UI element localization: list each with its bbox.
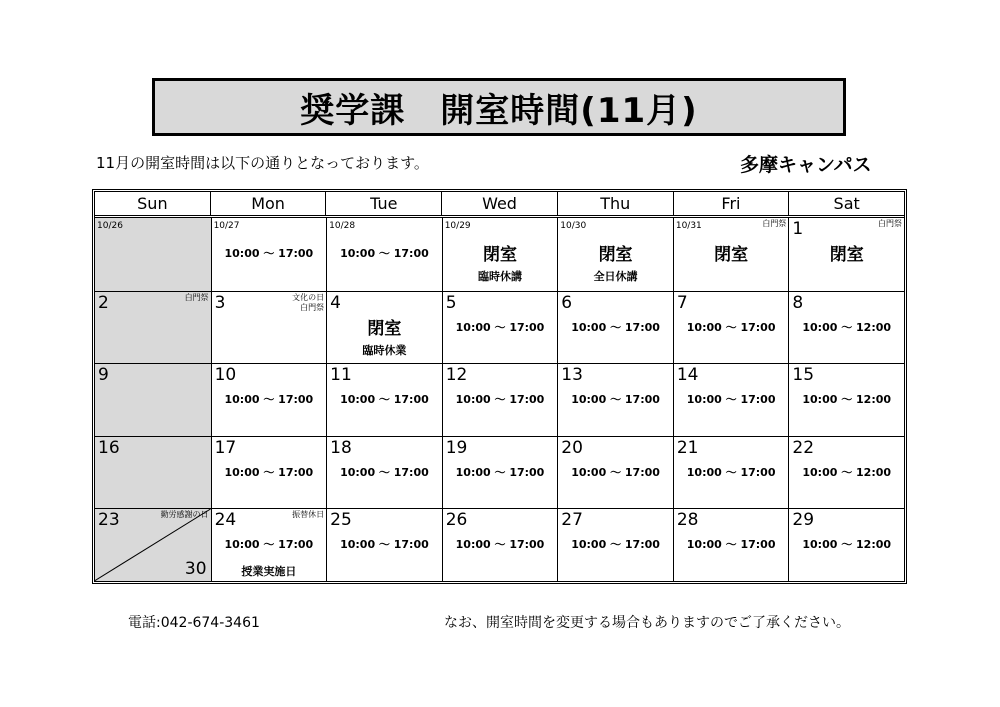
day-number: 13 bbox=[561, 365, 583, 386]
opening-hours: 10:00 ～ 17:00 bbox=[224, 465, 314, 479]
day-remark: 臨時休業 bbox=[362, 343, 407, 357]
opening-hours: 10:00 ～ 17:00 bbox=[571, 465, 660, 479]
opening-hours: 10:00 ～ 17:00 bbox=[686, 465, 776, 479]
day-cell bbox=[95, 436, 211, 509]
opening-hours: 10:00 ～ 12:00 bbox=[802, 320, 892, 334]
day-cell bbox=[326, 291, 442, 364]
title-box bbox=[152, 78, 846, 136]
opening-hours: 10:00 ～ 17:00 bbox=[571, 393, 660, 407]
day-number: 29 bbox=[792, 510, 815, 531]
day-cell bbox=[211, 508, 327, 581]
closed-label: 閉室 bbox=[367, 318, 402, 339]
day-cell bbox=[211, 291, 327, 364]
opening-hours: 10:00 ～ 17:00 bbox=[340, 393, 429, 407]
day-number: 10/31 bbox=[675, 221, 702, 231]
holiday-note: 白門祭 bbox=[877, 219, 902, 228]
day-number: 20 bbox=[561, 437, 583, 458]
day-cell bbox=[788, 436, 904, 509]
opening-hours: 10:00 ～ 12:00 bbox=[802, 538, 892, 552]
day-number: 3 bbox=[214, 292, 226, 313]
day-cell bbox=[557, 291, 673, 364]
day-cell bbox=[673, 508, 789, 581]
day-cell bbox=[95, 363, 211, 436]
day-number: 10/30 bbox=[560, 221, 587, 231]
day-number: 6 bbox=[561, 292, 573, 313]
day-cell bbox=[442, 363, 558, 436]
day-cell bbox=[442, 291, 558, 364]
day-cell bbox=[557, 508, 673, 581]
day-number: 16 bbox=[98, 437, 120, 458]
day-cell bbox=[211, 436, 327, 509]
weekday-fri: Fri bbox=[673, 192, 789, 215]
day-cell bbox=[95, 291, 211, 364]
weekday-tue: Tue bbox=[325, 192, 441, 215]
day-number: 10 bbox=[214, 365, 237, 386]
day-number: 27 bbox=[561, 510, 583, 531]
day-number: 11 bbox=[330, 365, 352, 386]
day-number: 4 bbox=[330, 292, 341, 313]
day-cell bbox=[673, 436, 789, 509]
day-cell bbox=[326, 436, 442, 509]
opening-hours: 10:00 ～ 17:00 bbox=[340, 538, 429, 552]
closed-label: 閉室 bbox=[598, 245, 633, 265]
day-cell bbox=[326, 363, 442, 436]
day-cell bbox=[673, 363, 789, 436]
day-number: 21 bbox=[676, 437, 699, 458]
day-cell bbox=[326, 508, 442, 581]
opening-hours: 10:00 ～ 17:00 bbox=[455, 320, 545, 334]
opening-hours: 10:00 ～ 12:00 bbox=[802, 465, 892, 479]
day-number: 17 bbox=[214, 437, 237, 458]
day-number: 7 bbox=[676, 292, 688, 313]
opening-hours: 10:00 ～ 17:00 bbox=[571, 320, 660, 334]
day-number: 14 bbox=[676, 365, 699, 386]
page-title: 奨学課 開室時間(11月) bbox=[300, 90, 698, 131]
weekday-mon: Mon bbox=[210, 192, 326, 215]
day-cell bbox=[788, 218, 904, 291]
day-cell bbox=[673, 291, 789, 364]
opening-hours: 10:00 ～ 17:00 bbox=[340, 247, 429, 260]
day-cell bbox=[557, 218, 673, 291]
opening-hours: 10:00 ～ 17:00 bbox=[224, 538, 314, 552]
day-cell bbox=[211, 363, 327, 436]
day-cell bbox=[788, 508, 904, 581]
day-cell bbox=[557, 363, 673, 436]
closed-label: 閉室 bbox=[829, 245, 864, 265]
opening-hours: 10:00 ～ 17:00 bbox=[340, 465, 429, 479]
closed-label: 閉室 bbox=[482, 245, 517, 265]
day-number: 8 bbox=[792, 292, 804, 313]
day-number: 19 bbox=[445, 437, 468, 458]
day-number: 28 bbox=[676, 510, 699, 531]
opening-hours: 10:00 ～ 17:00 bbox=[571, 538, 660, 552]
opening-hours: 10:00 ～ 12:00 bbox=[802, 393, 892, 407]
opening-hours: 10:00 ～ 17:00 bbox=[455, 393, 545, 407]
day-cell bbox=[95, 218, 211, 291]
day-number: 1 bbox=[792, 219, 804, 239]
holiday-note: 白門祭 bbox=[184, 292, 209, 302]
calendar bbox=[92, 189, 907, 584]
day-cell bbox=[211, 218, 327, 291]
day-number: 10/26 bbox=[97, 221, 123, 231]
opening-hours: 10:00 ～ 17:00 bbox=[455, 538, 545, 552]
weekday-thu: Thu bbox=[557, 192, 673, 215]
opening-hours: 10:00 ～ 17:00 bbox=[224, 247, 314, 260]
opening-hours: 10:00 ～ 17:00 bbox=[686, 393, 776, 407]
opening-hours: 10:00 ～ 17:00 bbox=[686, 538, 776, 552]
holiday-note: 文化の日 白門祭 bbox=[292, 292, 325, 312]
day-cell bbox=[326, 218, 442, 291]
day-remark: 授業実施日 bbox=[241, 565, 297, 579]
day-cell bbox=[95, 508, 211, 581]
phone-number: 電話:042-674-3461 bbox=[128, 615, 260, 631]
holiday-note: 勤労感謝の日 bbox=[160, 510, 209, 520]
day-number: 10/28 bbox=[329, 221, 356, 231]
closed-label: 閉室 bbox=[714, 245, 749, 265]
day-cell bbox=[557, 436, 673, 509]
day-number: 10/27 bbox=[213, 221, 240, 231]
weekday-header bbox=[95, 192, 904, 218]
opening-hours: 10:00 ～ 17:00 bbox=[686, 320, 776, 334]
day-cell bbox=[442, 218, 558, 291]
day-cell bbox=[442, 436, 558, 509]
subtitle: 11月の開室時間は以下の通りとなっております。 bbox=[96, 154, 429, 172]
opening-hours: 10:00 ～ 17:00 bbox=[224, 393, 314, 407]
day-cell bbox=[788, 363, 904, 436]
notice-text: なお、開室時間を変更する場合もありますのでご了承ください。 bbox=[444, 615, 850, 631]
day-number: 10/29 bbox=[444, 221, 471, 231]
campus-name: 多摩キャンパス bbox=[740, 154, 872, 176]
day-number: 12 bbox=[445, 365, 468, 386]
holiday-note: 振替休日 bbox=[292, 510, 325, 520]
day-number: 22 bbox=[792, 437, 815, 458]
weekday-wed: Wed bbox=[441, 192, 557, 215]
calendar-grid bbox=[95, 218, 904, 581]
day-number-lower: 30 bbox=[184, 558, 207, 579]
day-number: 24 bbox=[214, 510, 237, 531]
day-number: 26 bbox=[445, 510, 468, 531]
day-number: 25 bbox=[330, 510, 352, 531]
day-cell bbox=[673, 218, 789, 291]
holiday-note: 白門祭 bbox=[762, 219, 787, 228]
day-number: 15 bbox=[792, 365, 815, 386]
day-number: 18 bbox=[330, 437, 352, 458]
day-remark: 全日休講 bbox=[593, 270, 638, 283]
day-number: 2 bbox=[98, 292, 109, 313]
day-remark: 臨時休講 bbox=[477, 270, 522, 283]
opening-hours: 10:00 ～ 17:00 bbox=[455, 465, 545, 479]
weekday-sun: Sun bbox=[137, 194, 168, 213]
day-number: 9 bbox=[98, 365, 109, 386]
day-cell bbox=[442, 508, 558, 581]
day-cell bbox=[788, 291, 904, 364]
day-number: 5 bbox=[445, 292, 457, 313]
weekday-sat: Sat bbox=[788, 192, 904, 215]
day-number: 23 bbox=[98, 510, 120, 531]
